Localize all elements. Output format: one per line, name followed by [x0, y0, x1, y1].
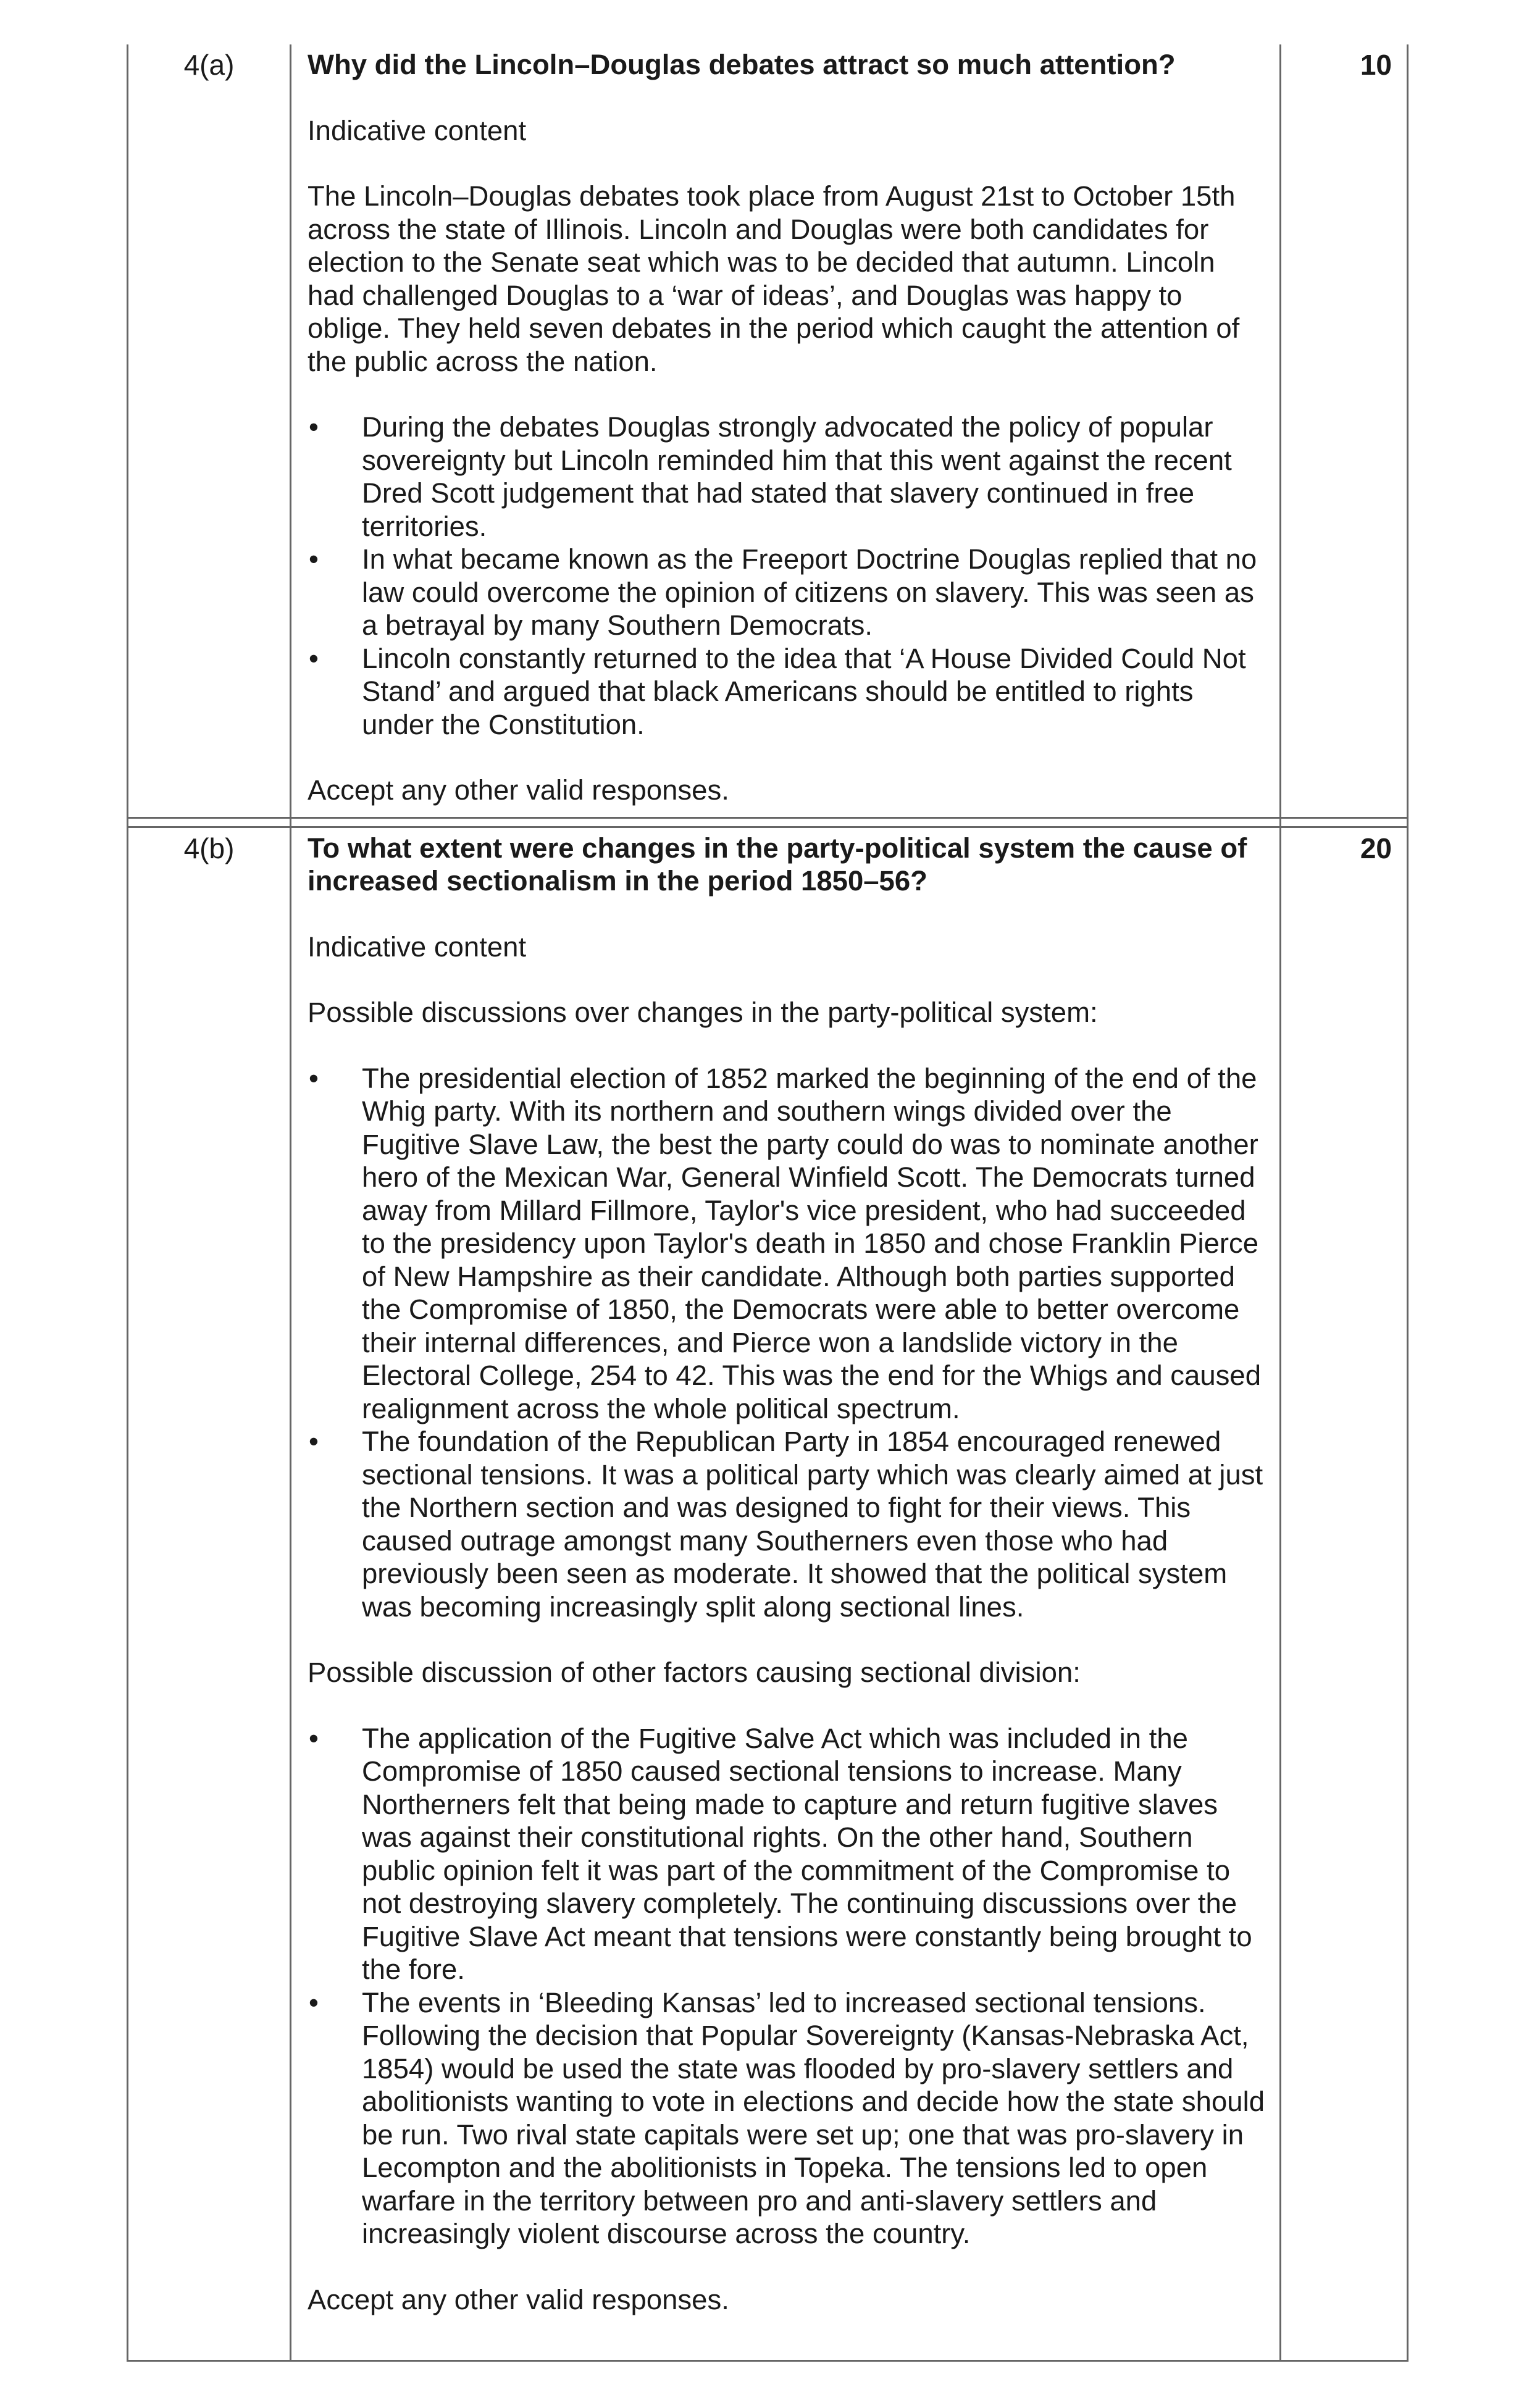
- bullet-icon: •: [309, 1986, 319, 2018]
- bullet-icon: •: [309, 1426, 319, 1457]
- marks-value: 20: [1281, 827, 1408, 2360]
- list-item: [308, 642, 1267, 742]
- bullet-icon: •: [309, 1722, 319, 1754]
- list-item: [308, 1425, 1267, 1623]
- bullet-icon: •: [309, 411, 319, 443]
- bullet-icon: •: [309, 1062, 319, 1094]
- bullet-icon: •: [309, 642, 319, 674]
- question-content: [291, 827, 1281, 2360]
- list-item-text: In what became known as the Freeport Doctrine Douglas replied that no law could overcome the opinion of citizens on slavery. This was seen as a betrayal by many Southern Democrats.: [362, 543, 1257, 641]
- list-item-text: The application of the Fugitive Salve Act which was included in the Compromise of 1850 caused sectional tensions to increase. Many Northerners felt that being made to capture and return fugitive slaves was against their constitutional rights. On the other hand, Southern public opinion felt it was part of the commitment of the Compromise to not destroying slavery completely. The continuing discussions over the Fugitive Slave Act meant that tensions were constantly being brought to the fore.: [362, 1722, 1252, 1985]
- list-item-text: The events in ‘Bleeding Kansas’ led to increased sectional tensions. Following the decision that Popular Sovereignty (Kansas-Nebraska Act, 1854) would be used the state was flooded by pro-slavery settlers and abolitionists wanting to vote in elections and decide how the state should be run. Two rival state capitals were set up; one that was pro-slavery in Lecompton and the abolitionists in Topeka. The tensions led to open warfare in the territory between pro and anti-slavery settlers and increasingly violent discourse across the country.: [362, 1986, 1265, 2249]
- list-item-text: The presidential election of 1852 marked the beginning of the end of the Whig party. With its northern and southern wings divided over the Fugitive Slave Law, the best the party could do was to nominate another hero of the Mexican War, General Winfield Scott. The Democrats turned away from Millard Fillmore, Taylor's vice president, who had succeeded to the presidency upon Taylor's death in 1850 and chose Franklin Pierce of New Hampshire as their candidate. Although both parties supported the Compromise of 1850, the Democrats were able to better overcome their internal differences, and Pierce won a landslide victory in the Electoral College, 254 to 42. This was the end for the Whigs and caused realignment across the whole political spectrum.: [362, 1062, 1262, 1424]
- bullet-list: [308, 411, 1267, 741]
- marks-value: 10: [1281, 44, 1408, 817]
- bullet-list: [308, 1722, 1267, 2251]
- question-text: Why did the Lincoln–Douglas debates attract so much attention?: [308, 49, 1176, 80]
- list-item-text: Lincoln constantly returned to the idea that ‘A House Divided Could Not Stand’ and argued that black Americans should be entitled to rights under the Constitution.: [362, 642, 1246, 740]
- indicative-content-label: Indicative content: [308, 114, 527, 146]
- question-number: 4(b): [128, 827, 291, 2360]
- closing-note: Accept any other valid responses.: [308, 2283, 729, 2315]
- closing-note: Accept any other valid responses.: [308, 774, 729, 806]
- row-separator: [128, 817, 1408, 827]
- section-heading: Possible discussions over changes in the party-political system:: [308, 997, 1098, 1028]
- list-item: [308, 1722, 1267, 1986]
- question-number: 4(a): [128, 44, 291, 817]
- question-text: To what extent were changes in the party-political system the cause of increased sectionalism in the period 1850–56?: [308, 832, 1247, 897]
- list-item-text: During the debates Douglas strongly advocated the policy of popular sovereignty but Lincoln reminded him that this went against the recent Dred Scott judgement that had stated that slavery continued in free territories.: [362, 411, 1232, 542]
- list-item: [308, 543, 1267, 642]
- section-heading: Possible discussion of other factors causing sectional division:: [308, 1657, 1081, 1688]
- bullet-list: [308, 1062, 1267, 1624]
- list-item: [308, 411, 1267, 543]
- intro-paragraph: The Lincoln–Douglas debates took place from August 21st to October 15th across the state of Illinois. Lincoln and Douglas were both candidates for election to the Senate seat which was to be decided that autumn. Lincoln had challenged Douglas to a ‘war of ideas’, and Douglas was happy to oblige. They held seven debates in the period which caught the attention of the public across the nation.: [308, 180, 1240, 377]
- list-item: [308, 1986, 1267, 2251]
- list-item: [308, 1062, 1267, 1426]
- list-item-text: The foundation of the Republican Party in 1854 encouraged renewed sectional tensions. It was a political party which was clearly aimed at just the Northern section and was designed to fight for their views. This caused outrage amongst many Southerners even those who had previously been seen as moderate. It showed that the political system was becoming increasingly split along sectional lines.: [362, 1426, 1263, 1623]
- indicative-content-label: Indicative content: [308, 930, 527, 963]
- question-row-4a: [128, 44, 1408, 817]
- bullet-icon: •: [309, 543, 319, 575]
- question-row-4b: [128, 827, 1408, 2360]
- question-content: [291, 44, 1281, 817]
- mark-scheme-table: [127, 44, 1409, 2362]
